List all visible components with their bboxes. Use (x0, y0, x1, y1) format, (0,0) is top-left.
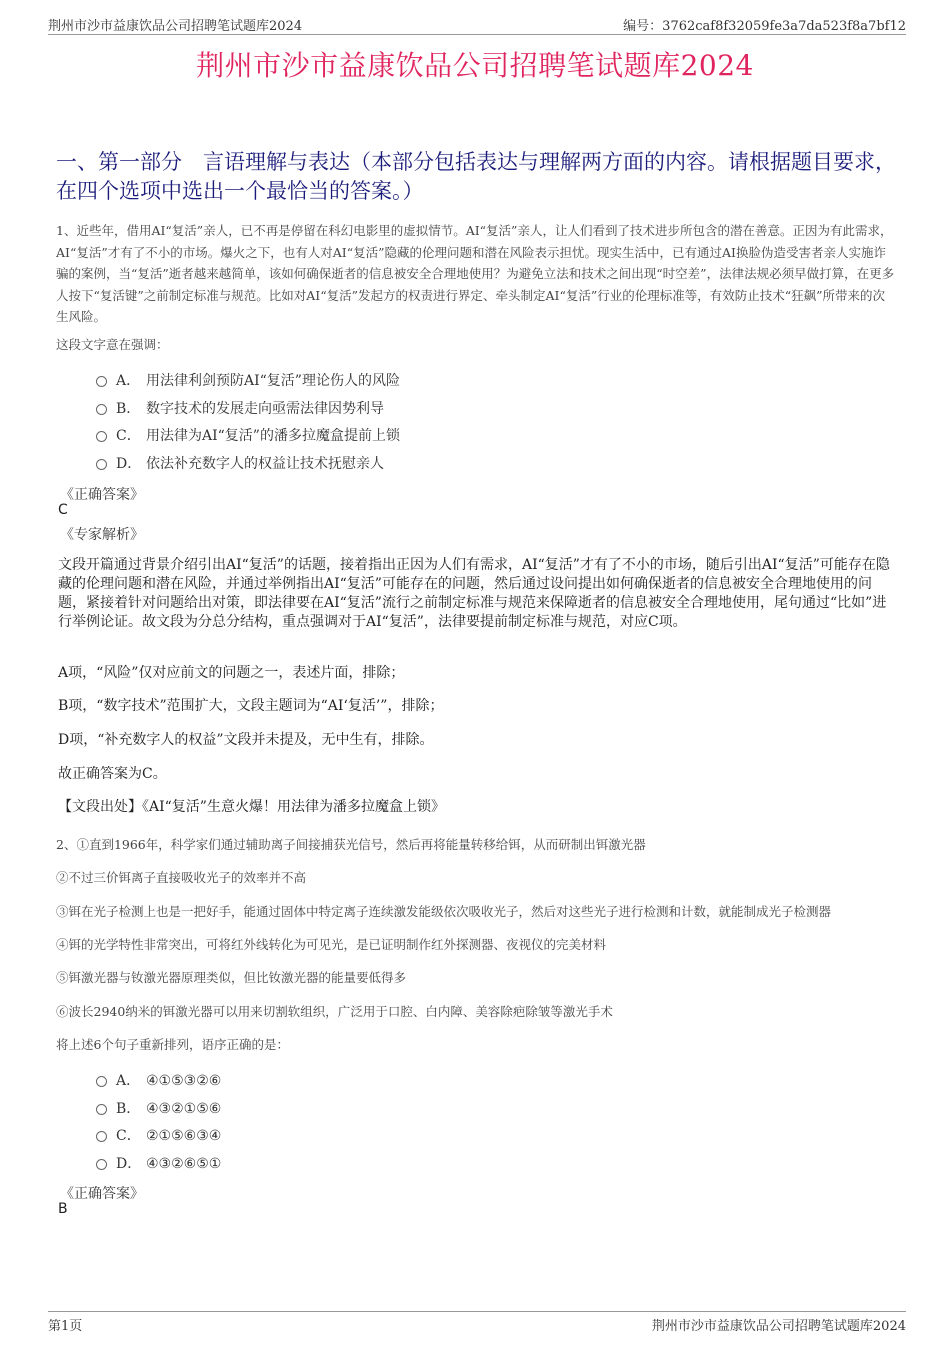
question-2-option-d[interactable] (96, 1153, 221, 1175)
question-2-sentence-4: ④铒的光学特性非常突出，可将红外线转化为可见光，是已证明制作红外探测器、夜视仪的完美材料 (56, 937, 607, 952)
analysis-option-b: B项，“数字技术”范围扩大，文段主题词为“AI‘复活’”，排除； (58, 698, 444, 714)
question-2-sentence-6: ⑥波长2940纳米的铒激光器可以用来切割软组织，广泛用于口腔、白内障、美容除疤除皱等激光手术 (56, 1004, 613, 1019)
analysis-option-a: A项，“风险”仅对应前文的问题之一，表述片面，排除； (58, 665, 405, 681)
option-letter: C． (116, 1128, 141, 1144)
option-letter: C． (116, 428, 141, 444)
option-letter: B． (116, 1101, 141, 1117)
analysis-conclusion: 故正确答案为C。 (58, 766, 167, 782)
question-1-analysis-label: 《专家解析》 (60, 527, 144, 543)
question-2-sentence-3: ③铒在光子检测上也是一把好手，能通过固体中特定离子连续激发能级依次吸收光子，然后对这些光子进行检测和计数，就能制成光子检测器 (56, 904, 832, 919)
option-letter: A． (116, 373, 141, 389)
question-1-option-a[interactable] (96, 370, 400, 392)
question-1-text: 1、近些年，借用AI“复活”亲人，已不再是停留在科幻电影里的虚拟情节。AI“复活”亲人，让人们看到了技术进步所包含的潜在善意。正因为有此需求，AI“复活”才有了不小的市场。爆火之下，也有人对AI“复活”隐藏的伦理问题和潜在风险表示担忧。现实生活中，已有通过AI换脸伪造受害者亲人实施诈骗的案例，当“复活”逝者越来越简单，该如何确保逝者的信息被安全合理地使用？为避免立法和技术之间出现“时空差”，法律法规必须早做打算，在更多人按下“复活键”之前制定标准与规范。比如对AI“复活”发起方的权责进行界定、牵头制定AI“复活”行业的伦理标准等，有效防止技术“狂飙”所带来的次生风险。 (56, 223, 895, 324)
radio-icon[interactable] (96, 1076, 107, 1087)
page-header (48, 14, 906, 35)
question-1-answer-label: 《正确答案》 (60, 487, 144, 503)
page-title: 荆州市沙市益康饮品公司招聘笔试题库2024 (196, 49, 754, 82)
option-text: ④①⑤③②⑥ (146, 1073, 222, 1089)
question-1-option-d[interactable] (96, 453, 384, 475)
question-2-answer: B (58, 1201, 68, 1217)
radio-icon[interactable] (96, 404, 107, 415)
analysis-paragraph: 文段开篇通过背景介绍引出AI“复活”的话题，接着指出正因为人们有需求，AI“复活”才有了不小的市场，随后引出AI“复活”可能存在隐藏的伦理问题和潜在风险，并通过举例指出AI“复活”可能存在的问题，然后通过设问提出如何确保逝者的信息被安全合理地使用的问题，紧接着针对问题给出对策，即法律要在AI“复活”流行之前制定标准与规范来保障逝者的信息被安全合理地使用，尾句通过“比如”进行举例论证。故文段为分总分结构，重点强调对于AI“复活”，法律要提前制定标准与规范，对应C项。 (58, 557, 890, 630)
page-footer (48, 1311, 906, 1334)
option-text: ②①⑤⑥③④ (146, 1128, 222, 1144)
question-1-option-b[interactable] (96, 398, 384, 420)
question-2-sentence-5: ⑤铒激光器与钕激光器原理类似，但比钕激光器的能量要低得多 (56, 970, 407, 985)
option-text: 数字技术的发展走向亟需法律因势利导 (146, 401, 384, 417)
radio-icon[interactable] (96, 431, 107, 442)
question-2-sentence-1: 2、①直到1966年，科学家们通过辅助离子间接捕获光信号，然后再将能量转移给铒，从而研制出铒激光器 (56, 837, 646, 852)
question-2-sentence-2: ②不过三价铒离子直接吸收光子的效率并不高 (56, 870, 307, 885)
footer-title: 荆州市沙市益康饮品公司招聘笔试题库2024 (651, 1319, 906, 1334)
header-left: 荆州市沙市益康饮品公司招聘笔试题库2024 (48, 19, 303, 34)
option-text: ④③②⑥⑤① (146, 1156, 222, 1172)
question-2-option-c[interactable] (96, 1125, 221, 1147)
radio-icon[interactable] (96, 459, 107, 470)
page-number: 第1页 (48, 1319, 83, 1334)
radio-icon[interactable] (96, 1159, 107, 1170)
section-heading: 一、第一部分 言语理解与表达（本部分包括表达与理解两方面的内容。请根据题目要求，在四个选项中选出一个最恰当的答案。） (56, 150, 896, 203)
question-2-option-a[interactable] (96, 1070, 221, 1092)
radio-icon[interactable] (96, 1131, 107, 1142)
question-1-option-c[interactable] (96, 425, 400, 447)
question-1-answer: C (58, 502, 68, 518)
radio-icon[interactable] (96, 1104, 107, 1115)
option-letter: D． (116, 1156, 142, 1172)
radio-icon[interactable] (96, 376, 107, 387)
question-1-prompt: 这段文字意在强调： (56, 337, 169, 352)
option-text: ④③②①⑤⑥ (146, 1101, 222, 1117)
option-letter: B． (116, 401, 141, 417)
analysis-option-d: D项，“补充数字人的权益”文段并未提及，无中生有，排除。 (58, 732, 434, 748)
option-text: 用法律为AI“复活”的潘多拉魔盒提前上锁 (146, 428, 400, 444)
question-2-option-b[interactable] (96, 1098, 221, 1120)
analysis-source: 【文段出处】《AI“复活”生意火爆！用法律为潘多拉魔盒上锁》 (58, 799, 445, 815)
option-letter: D． (116, 456, 142, 472)
option-text: 用法律利剑预防AI“复活”理论伤人的风险 (146, 373, 400, 389)
option-letter: A． (116, 1073, 141, 1089)
question-2-answer-label: 《正确答案》 (60, 1186, 144, 1202)
header-document-id: 编号：3762caf8f32059fe3a7da523f8a7bf12 (623, 19, 906, 34)
option-text: 依法补充数字人的权益让技术抚慰亲人 (146, 456, 384, 472)
question-2-prompt: 将上述6个句子重新排列，语序正确的是： (56, 1037, 289, 1052)
